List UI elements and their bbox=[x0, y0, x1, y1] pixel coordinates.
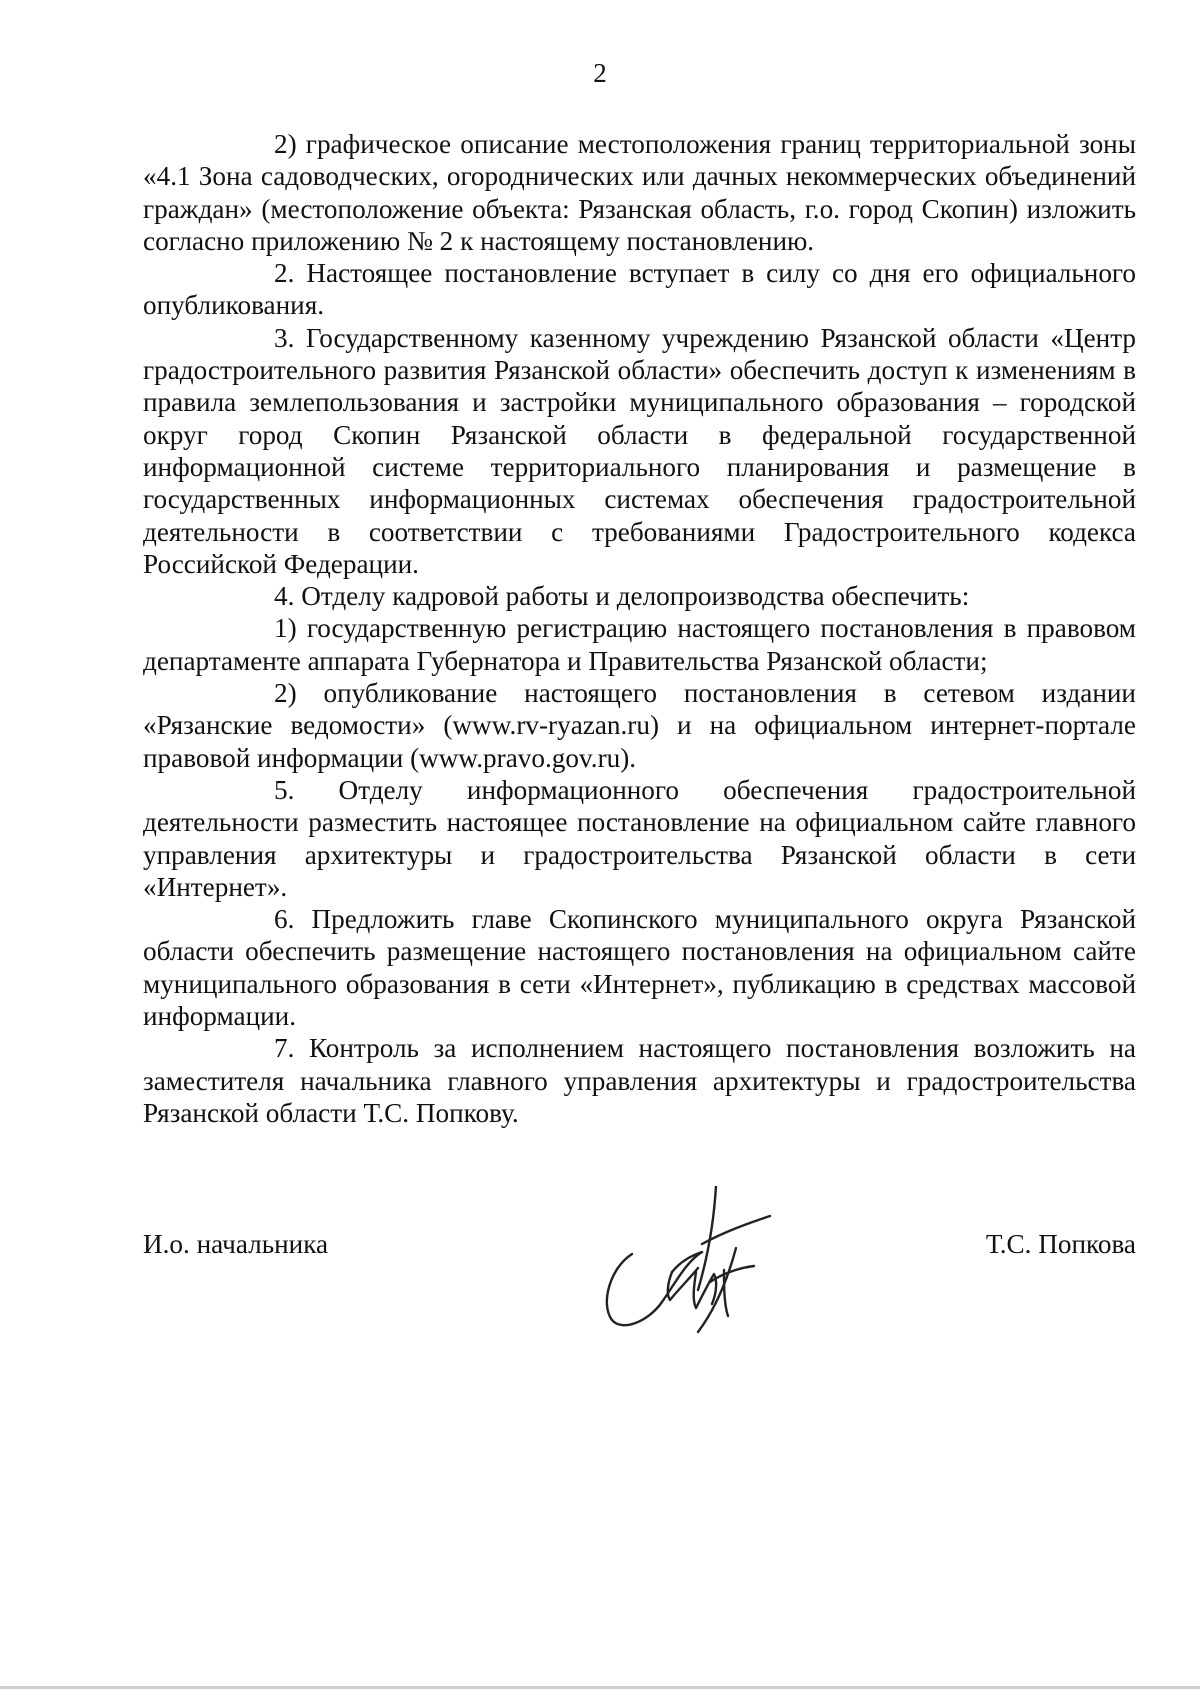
signatory-title: И.о. начальника bbox=[143, 1229, 329, 1259]
signatory-name: Т.С. Попкова bbox=[985, 1229, 1136, 1259]
paragraph-6-municipal: 6. Предложить главе Скопинского муниципального округа Рязанской области обеспечить размещение настоящего постановления на официальном сайте муниципального образования в сети «Интернет», публикацию в средствах массовой информации. bbox=[143, 904, 1136, 1032]
handwritten-signature bbox=[598, 1186, 798, 1336]
paragraph-4-2-publication: 2) опубликование настоящего постановления в сетевом издании «Рязанские ведомости» (www.rv-ryazan.ru) и на официальном интернет-портале правовой информации (www.pravo.gov.ru). bbox=[143, 678, 1136, 773]
paragraph-2-effective-date: 2. Настоящее постановление вступает в силу со дня его официального опубликования. bbox=[143, 258, 1136, 321]
paragraph-4-1-registration: 1) государственную регистрацию настоящего постановления в правовом департаменте аппарата Губернатора и Правительства Рязанской области; bbox=[143, 613, 1136, 676]
paragraph-graphic-description: 2) графическое описание местоположения границ территориальной зоны «4.1 Зона садоводческих, огороднических или дачных некоммерческих объединений граждан» (местоположение объекта: Рязанская область, г.о. город Скопин) изложить согласно приложению № 2 к настоящему постановлению. bbox=[143, 129, 1136, 256]
paragraph-5-website: 5. Отделу информационного обеспечения градостроительной деятельности разместить настоящее постановление на официальном сайте главного управления архитектуры и градостроительства Рязанской области в сети «Интернет». bbox=[143, 774, 1136, 902]
document-body bbox=[143, 128, 1136, 1129]
paragraph-7-control: 7. Контроль за исполнением настоящего постановления возложить на заместителя начальника главного управления архитектуры и градостроительства Рязанской области Т.С. Попкову. bbox=[143, 1033, 1136, 1128]
page-bottom-border bbox=[0, 1686, 1200, 1689]
paragraph-4-records-department: 4. Отделу кадровой работы и делопроизводства обеспечить: bbox=[274, 581, 970, 612]
page-number: 2 bbox=[593, 58, 607, 88]
paragraph-3-access: 3. Государственному казенному учреждению Рязанской области «Центр градостроительного развития Рязанской области» обеспечить доступ к изменениям в правила землепользования и застройки муниципального образования – городской округ город Скопин Рязанской области в федеральной государственной информационной системе территориального планирования и размещение в государственных информационных системах обеспечения градостроительной деятельности в соответствии с требованиями Градостроительного кодекса Российской Федерации. bbox=[143, 322, 1136, 579]
